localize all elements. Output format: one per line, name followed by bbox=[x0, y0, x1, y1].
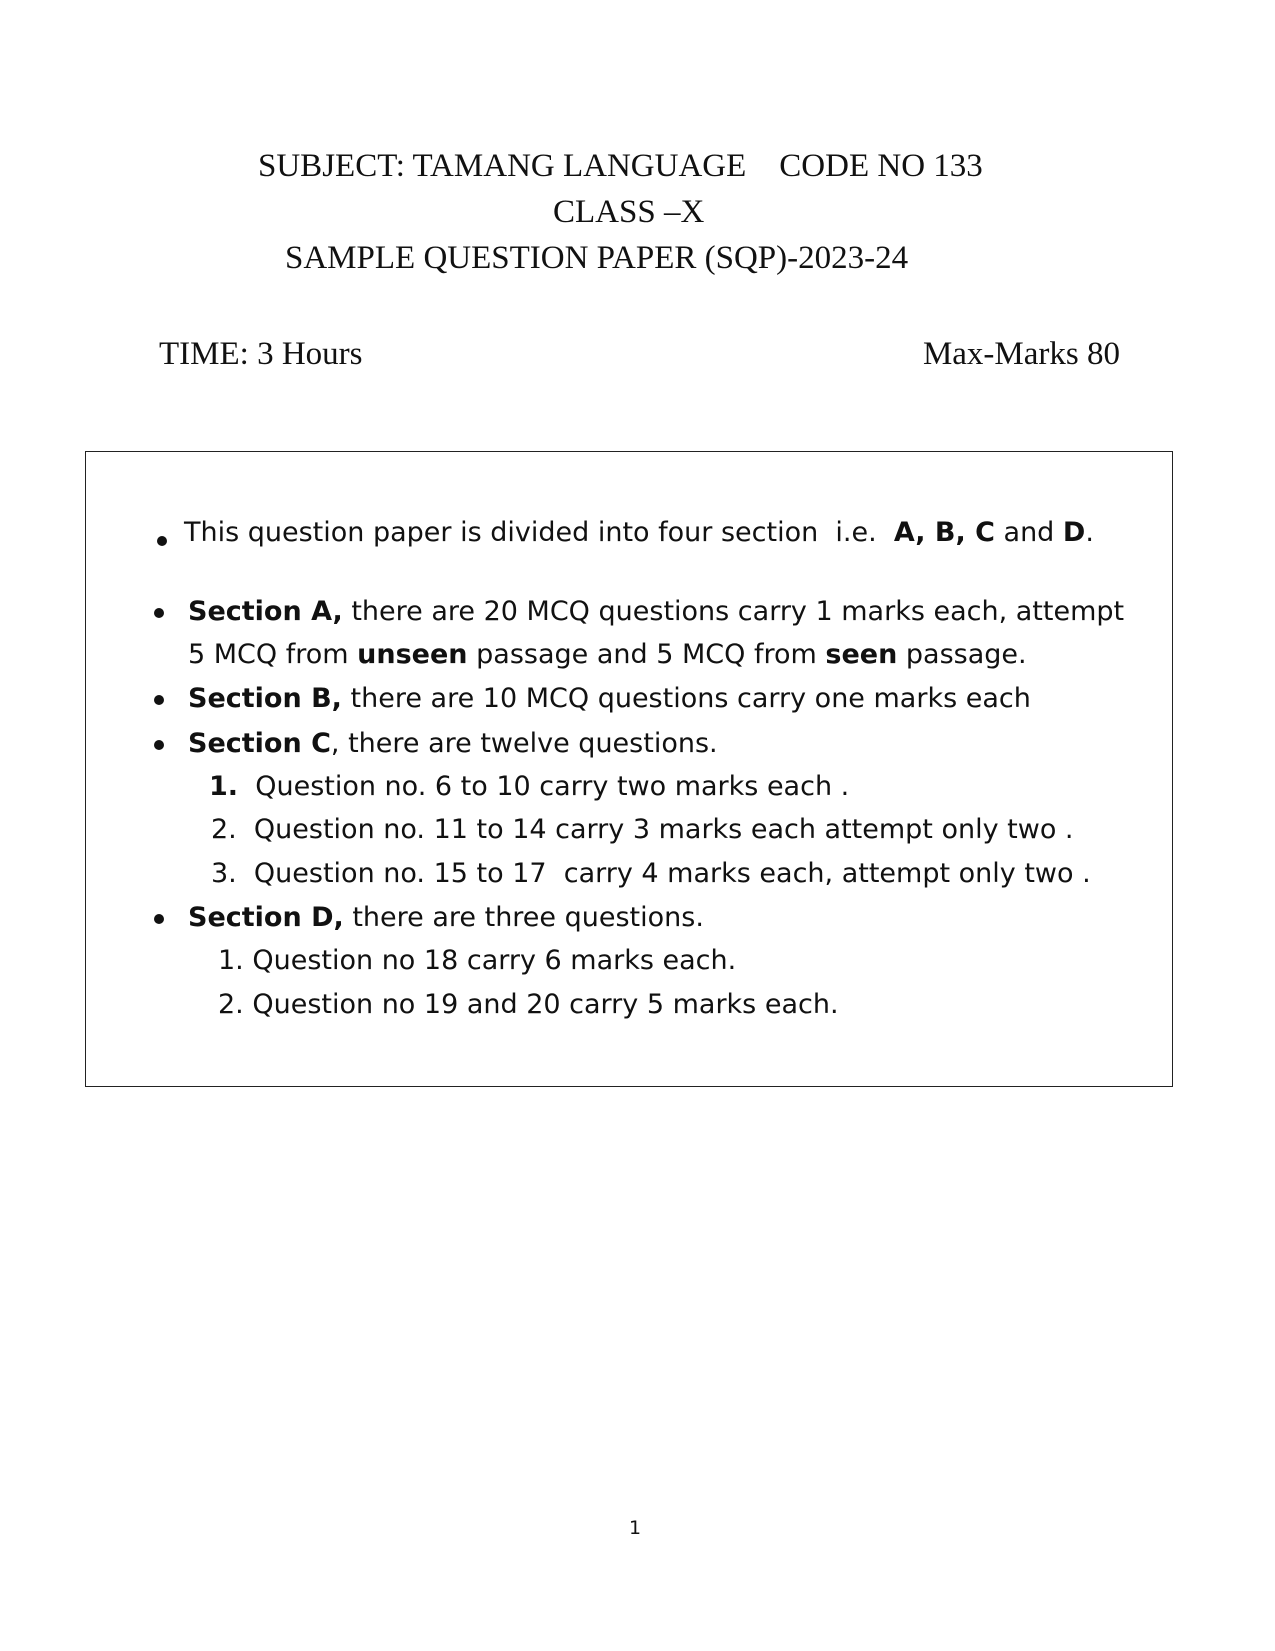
section-c-item bbox=[209, 773, 849, 800]
section-a-continuation bbox=[188, 641, 1027, 668]
section-b-instruction bbox=[188, 685, 1031, 712]
subject-heading bbox=[258, 148, 983, 185]
item-number: 3. bbox=[211, 858, 237, 889]
unseen-label: unseen bbox=[357, 639, 468, 670]
section-c-instruction bbox=[188, 730, 718, 757]
item-text: Question no. 11 to 14 carry 3 marks each attempt only two . bbox=[236, 814, 1074, 845]
section-d-item bbox=[218, 991, 839, 1018]
item-number: 2. bbox=[218, 989, 244, 1020]
section-b-text: there are 10 MCQ questions carry one marks each bbox=[341, 683, 1031, 714]
item-text: Question no 18 carry 6 marks each. bbox=[243, 945, 737, 976]
seen-label: seen bbox=[825, 639, 898, 670]
bullet-icon bbox=[157, 536, 167, 546]
item-number: 1. bbox=[218, 945, 244, 976]
subject-code: CODE NO 133 bbox=[779, 148, 983, 184]
section-d-text: there are three questions. bbox=[343, 902, 704, 933]
item-number: 2. bbox=[211, 814, 237, 845]
paper-title: SAMPLE QUESTION PAPER (SQP)-2023-24 bbox=[285, 240, 909, 276]
instructions-box bbox=[85, 451, 1173, 1087]
section-a-cont-text: passage. bbox=[897, 639, 1027, 670]
page-number: 1 bbox=[629, 1517, 642, 1539]
item-text: Question no 19 and 20 carry 5 marks each. bbox=[243, 989, 839, 1020]
bullet-icon bbox=[154, 608, 164, 618]
section-a-instruction bbox=[188, 598, 1124, 625]
section-a-cont-text: 5 MCQ from bbox=[188, 639, 358, 670]
bullet-icon bbox=[154, 740, 164, 750]
subject-name: SUBJECT: TAMANG LANGUAGE bbox=[258, 148, 747, 184]
intro-text: This question paper is divided into four section i.e. bbox=[184, 517, 894, 548]
section-d-item bbox=[218, 947, 736, 974]
item-number: 1. bbox=[209, 771, 239, 802]
section-c-item bbox=[211, 816, 1074, 843]
section-a-cont-text: passage and 5 MCQ from bbox=[467, 639, 826, 670]
section-d-instruction bbox=[188, 904, 704, 931]
instruction-intro bbox=[184, 519, 1094, 546]
section-a-label: Section A, bbox=[188, 596, 343, 627]
intro-section-d: D bbox=[1062, 517, 1086, 548]
bullet-icon bbox=[154, 914, 164, 924]
section-c-item bbox=[211, 860, 1091, 887]
class-heading: CLASS –X bbox=[553, 194, 705, 230]
bullet-icon bbox=[154, 695, 164, 705]
section-c-label: Section C bbox=[188, 728, 331, 759]
section-c-text: , there are twelve questions. bbox=[330, 728, 718, 759]
intro-sections: A, B, C bbox=[893, 517, 995, 548]
section-a-text: there are 20 MCQ questions carry 1 marks each, attempt bbox=[342, 596, 1125, 627]
section-b-label: Section B, bbox=[188, 683, 342, 714]
section-d-label: Section D, bbox=[188, 902, 344, 933]
time-allowed: TIME: 3 Hours bbox=[159, 336, 363, 372]
max-marks: Max-Marks 80 bbox=[922, 336, 1120, 372]
intro-end: . bbox=[1085, 517, 1094, 548]
item-text: Question no. 15 to 17 carry 4 marks each, attempt only two . bbox=[236, 858, 1091, 889]
intro-and: and bbox=[994, 517, 1063, 548]
item-text: Question no. 6 to 10 carry two marks each . bbox=[238, 771, 850, 802]
